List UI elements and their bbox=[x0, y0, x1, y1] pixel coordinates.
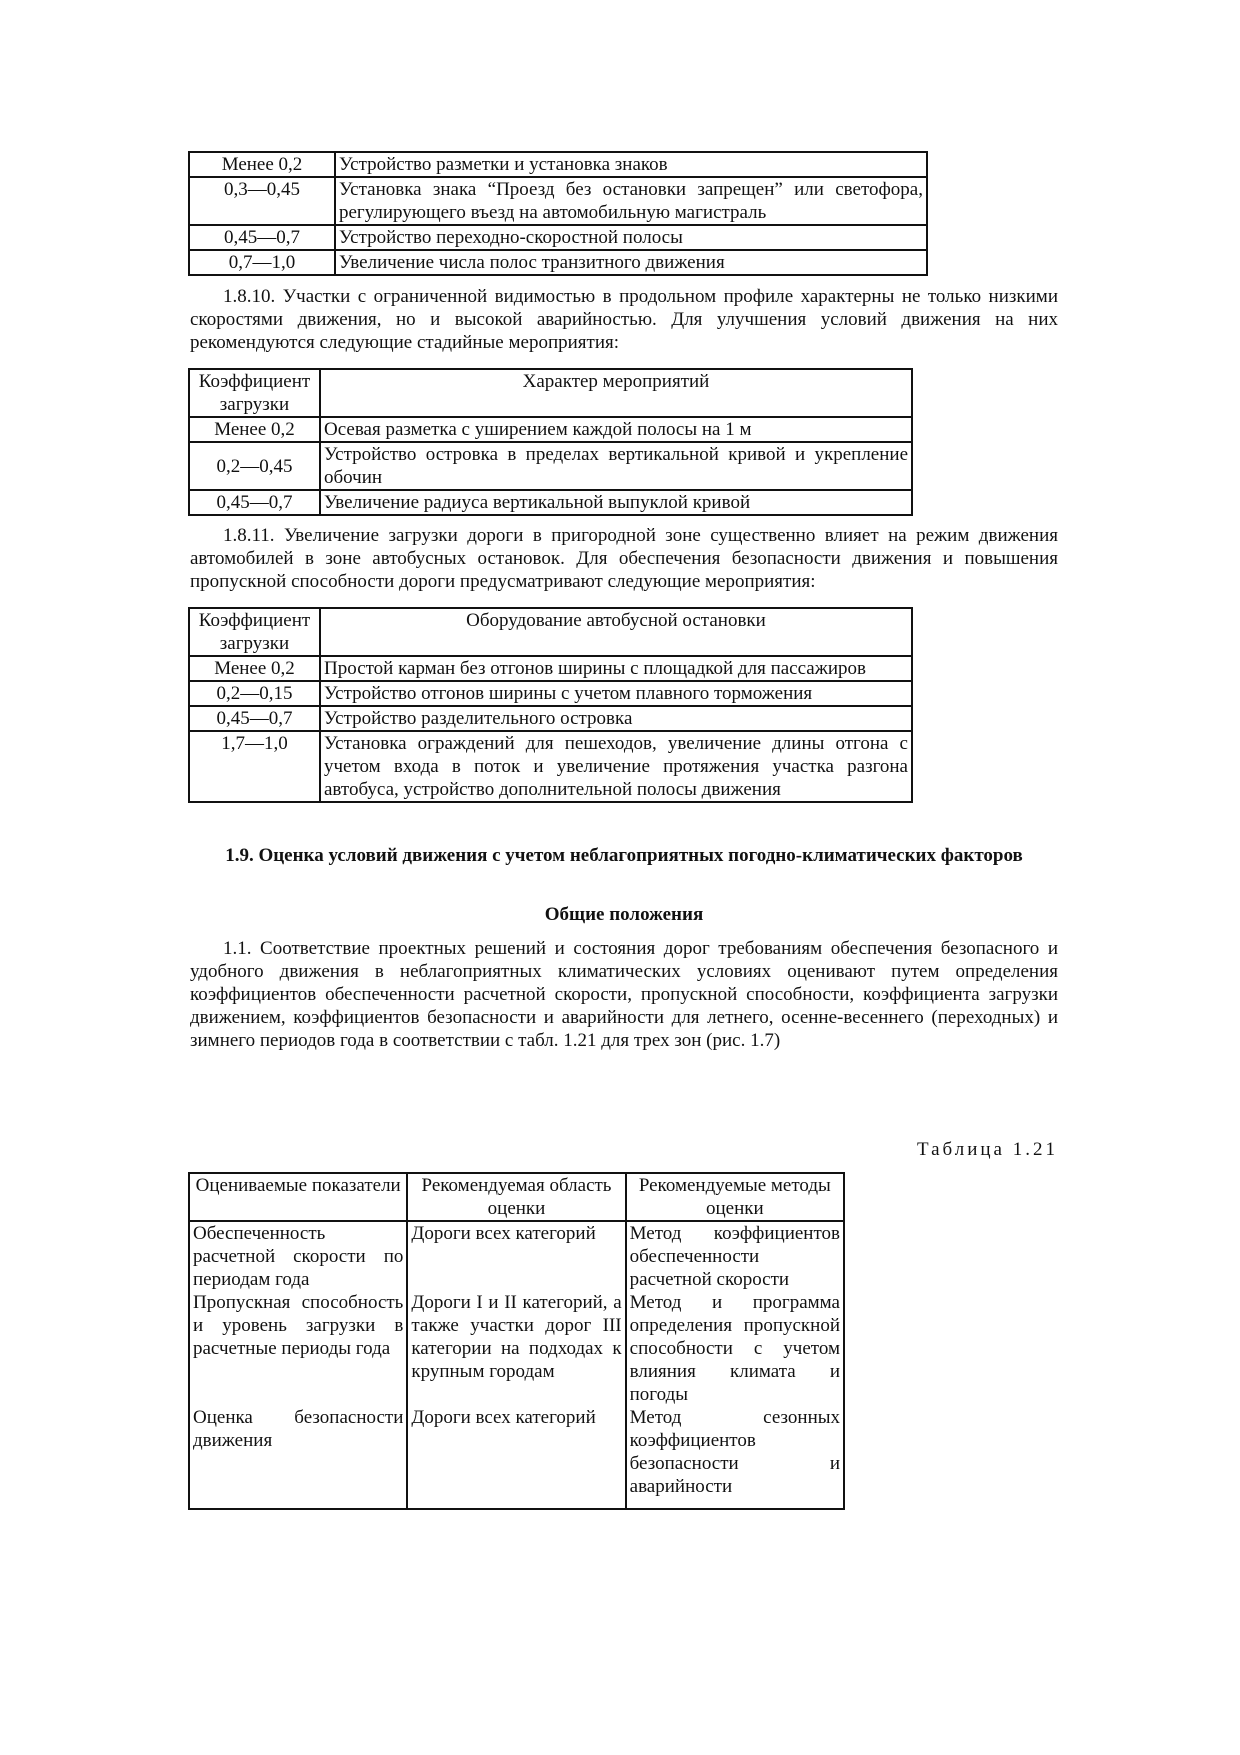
table-header-row bbox=[189, 1173, 844, 1221]
bus-stop-table bbox=[188, 607, 913, 803]
table-cell: Устройство отгонов ширины с учетом плавного торможения bbox=[320, 681, 912, 706]
table-cell: Простой карман без отгонов ширины с площадкой для пассажиров bbox=[320, 656, 912, 681]
table-cell: Менее 0,2 bbox=[189, 417, 320, 442]
table-cell: Устройство островка в пределах вертикальной кривой и укрепление обочин bbox=[320, 442, 912, 490]
table-cell: Установка ограждений для пешеходов, увеличение длины отгона с учетом входа в поток и увеличение протяжения участка разгона автобуса, устройство дополнительной полосы движения bbox=[320, 731, 912, 802]
table-cell: Осевая разметка с уширением каждой полосы на 1 м bbox=[320, 417, 912, 442]
table-cell: Устройство разделительного островка bbox=[320, 706, 912, 731]
table-row bbox=[189, 490, 912, 515]
column-header: Оборудование автобусной остановки bbox=[320, 608, 912, 656]
table-cell: Устройство разметки и установка знаков bbox=[335, 152, 927, 177]
table-cell: 0,2—0,45 bbox=[189, 442, 320, 490]
column-header: Рекомендуемые методы оценки bbox=[626, 1173, 844, 1221]
table-row bbox=[189, 152, 927, 177]
table-cell: 0,7—1,0 bbox=[189, 250, 335, 275]
table-cell: Дороги I и II категорий, а также участки дорог III категории на подходах к крупным городам bbox=[407, 1291, 625, 1406]
table-cell: 0,45—0,7 bbox=[189, 490, 320, 515]
table-cell: Установка знака “Проезд без остановки запрещен” или светофора, регулирующего въезд на автомобильную магистраль bbox=[335, 177, 927, 225]
table-cell: 0,45—0,7 bbox=[189, 225, 335, 250]
table-row bbox=[189, 1221, 844, 1291]
table-cell: Увеличение радиуса вертикальной выпуклой кривой bbox=[320, 490, 912, 515]
table-cell: Пропускная способность и уровень загрузки в расчетные периоды года bbox=[189, 1291, 407, 1406]
table-cell: Метод и программа определения пропускной способности с учетом влияния климата и погоды bbox=[626, 1291, 844, 1406]
table-row bbox=[189, 225, 927, 250]
column-header: Коэффициент загрузки bbox=[189, 369, 320, 417]
table-row bbox=[189, 681, 912, 706]
table-cell: Метод коэффициентов обеспеченности расчетной скорости bbox=[626, 1221, 844, 1291]
table-cell: Увеличение числа полос транзитного движения bbox=[335, 250, 927, 275]
table-header-row bbox=[189, 369, 912, 417]
table-cell: Оценка безопасности движения bbox=[189, 1406, 407, 1509]
subsection-heading: Общие положения bbox=[544, 904, 704, 925]
paragraph-1-1: 1.1. Соответствие проектных решений и состояния дорог требованиям обеспечения безопасного и удобного движения в неблагоприятных климатических условиях оценивают путем определения коэффициентов обеспеченности расчетной скорости, пропускной способности, коэффициента загрузки движением, коэффициентов безопасности и аварийности для летнего, осенне-весеннего (переходных) и зимнего периодов года в соответствии с табл. 1.21 для трех зон (рис. 1.7) bbox=[190, 938, 1058, 1051]
table-row bbox=[189, 656, 912, 681]
column-header: Характер мероприятий bbox=[320, 369, 912, 417]
table-row bbox=[189, 731, 912, 802]
section-heading-1-9: 1.9. Оценка условий движения с учетом неблагоприятных погодно-климатических факторов bbox=[225, 845, 1023, 866]
table-row bbox=[189, 1406, 844, 1509]
table-caption: Таблица 1.21 bbox=[916, 1139, 1058, 1160]
table-cell: Устройство переходно-скоростной полосы bbox=[335, 225, 927, 250]
measures-table-1 bbox=[188, 151, 928, 276]
table-cell: 1,7—1,0 bbox=[189, 731, 320, 802]
column-header: Коэффициент загрузки bbox=[189, 608, 320, 656]
column-header: Рекомендуемая область оценки bbox=[407, 1173, 625, 1221]
table-cell: 0,2—0,15 bbox=[189, 681, 320, 706]
paragraph-1-8-10: 1.8.10. Участки с ограниченной видимостью в продольном профиле характерны не только низкими скоростями движения, но и высокой аварийностью. Для улучшения условий движения на них рекомендуются следующие стадийные мероприятия: bbox=[190, 286, 1058, 353]
table-row bbox=[189, 417, 912, 442]
table-row bbox=[189, 177, 927, 225]
table-row bbox=[189, 706, 912, 731]
table-cell: Обеспеченность расчетной скорости по периодам года bbox=[189, 1221, 407, 1291]
table-cell: Метод сезонных коэффициентов безопасности и аварийности bbox=[626, 1406, 844, 1509]
table-cell: Менее 0,2 bbox=[189, 152, 335, 177]
table-cell: 0,3—0,45 bbox=[189, 177, 335, 225]
table-row bbox=[189, 250, 927, 275]
table-row bbox=[189, 1291, 844, 1406]
column-header: Оцениваемые показатели bbox=[189, 1173, 407, 1221]
measures-table-2 bbox=[188, 368, 913, 516]
table-1-21 bbox=[188, 1172, 845, 1510]
table-cell: Дороги всех категорий bbox=[407, 1221, 625, 1291]
table-row bbox=[189, 442, 912, 490]
table-cell: 0,45—0,7 bbox=[189, 706, 320, 731]
table-cell: Менее 0,2 bbox=[189, 656, 320, 681]
table-header-row bbox=[189, 608, 912, 656]
paragraph-1-8-11: 1.8.11. Увеличение загрузки дороги в пригородной зоне существенно влияет на режим движения автомобилей в зоне автобусных остановок. Для обеспечения безопасности движения и повышения пропускной способности дороги предусматривают следующие мероприятия: bbox=[190, 525, 1058, 592]
table-cell: Дороги всех категорий bbox=[407, 1406, 625, 1509]
